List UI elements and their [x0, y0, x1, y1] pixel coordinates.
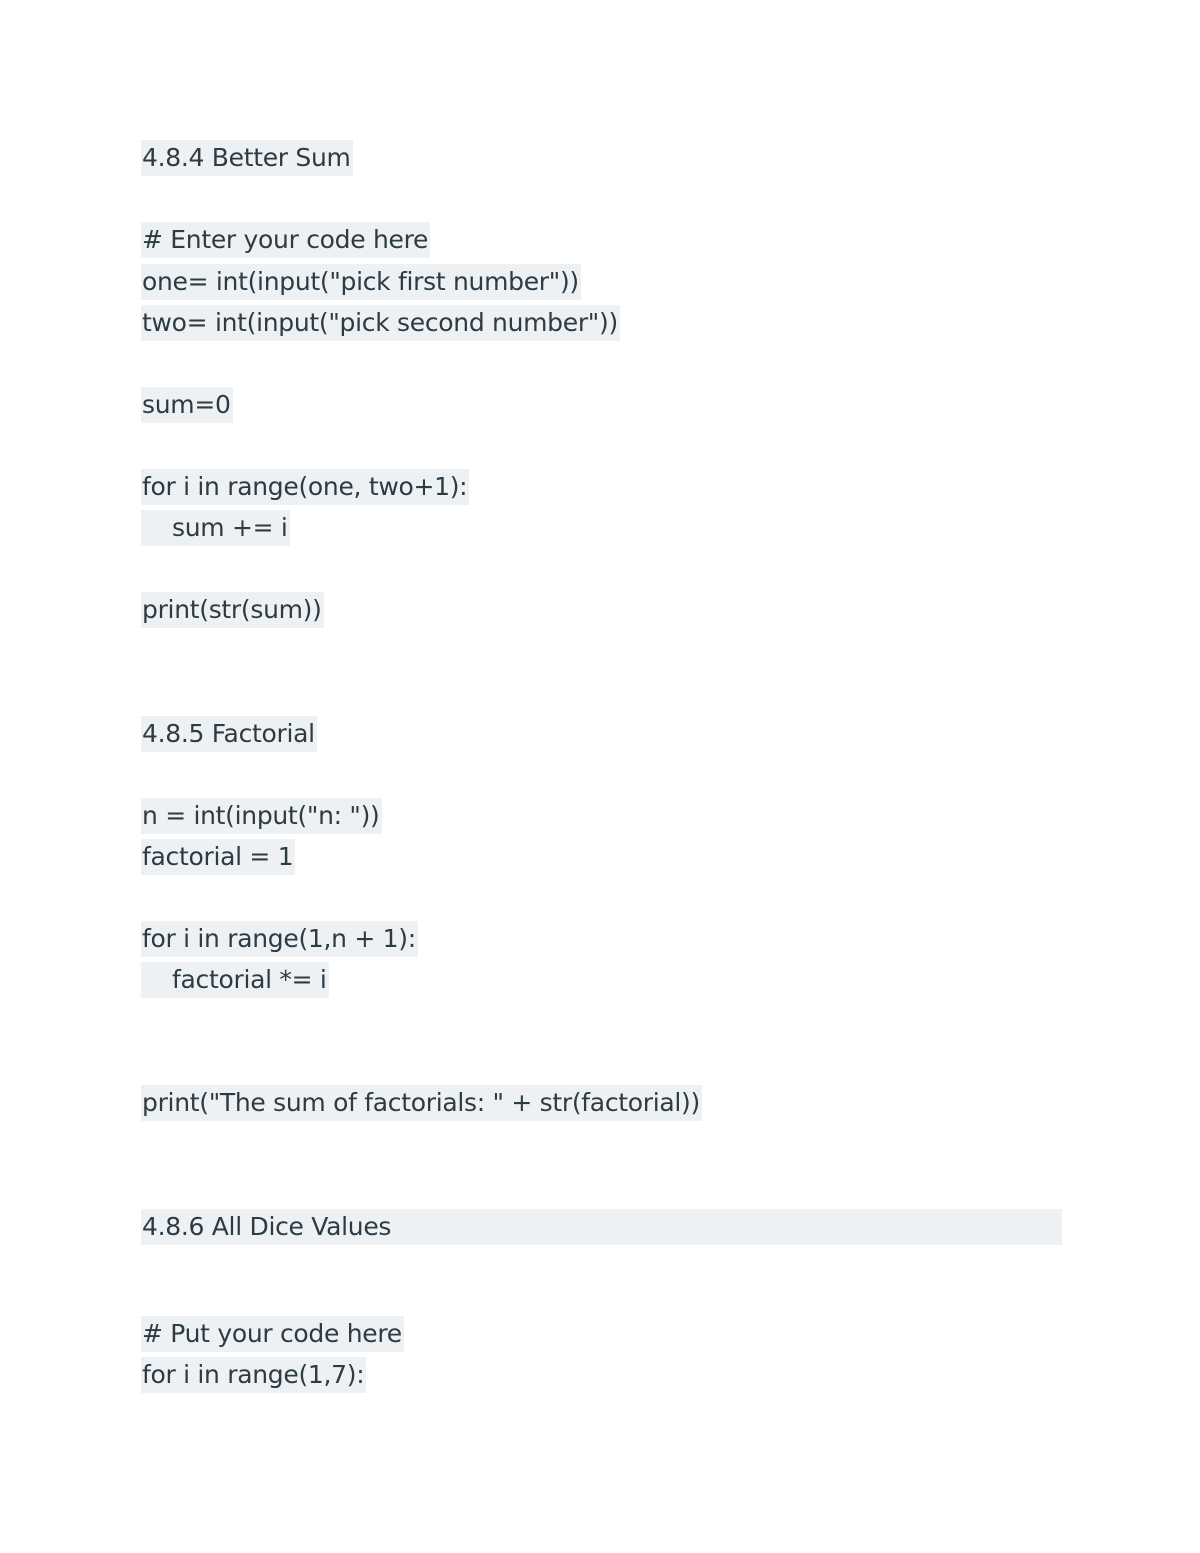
code-text: print(str(sum)) [141, 592, 324, 628]
code-text: factorial = 1 [141, 839, 295, 875]
code-line [141, 469, 469, 505]
code-comment: # Enter your code here [141, 222, 430, 258]
heading-text: 4.8.6 All Dice Values [141, 1209, 1062, 1245]
code-text: one= int(input("pick first number")) [141, 264, 581, 300]
code-text: print("The sum of factorials: " + str(factorial)) [141, 1085, 702, 1121]
code-line-indented [141, 510, 290, 546]
code-line [141, 305, 620, 341]
code-line [141, 592, 324, 628]
code-comment: # Put your code here [141, 1316, 404, 1352]
code-text: two= int(input("pick second number")) [141, 305, 620, 341]
code-text: for i in range(one, two+1): [141, 469, 469, 505]
code-line [141, 1316, 404, 1352]
heading-text: 4.8.4 Better Sum [141, 140, 353, 176]
code-line [141, 264, 581, 300]
section-heading-factorial [141, 716, 317, 752]
code-line [141, 921, 418, 957]
code-line [141, 387, 233, 423]
section-heading-all-dice-values [141, 1209, 1062, 1245]
section-heading-better-sum [141, 140, 353, 176]
code-text: for i in range(1,7): [141, 1357, 366, 1393]
code-text: for i in range(1,n + 1): [141, 921, 418, 957]
code-text: sum=0 [141, 387, 233, 423]
code-line-indented [141, 962, 329, 998]
code-text: factorial *= i [141, 962, 329, 998]
code-line [141, 1357, 366, 1393]
code-text: sum += i [141, 510, 290, 546]
code-line [141, 798, 382, 834]
code-text: n = int(input("n: ")) [141, 798, 382, 834]
code-line [141, 222, 430, 258]
code-line [141, 839, 295, 875]
heading-text: 4.8.5 Factorial [141, 716, 317, 752]
code-line [141, 1085, 702, 1121]
